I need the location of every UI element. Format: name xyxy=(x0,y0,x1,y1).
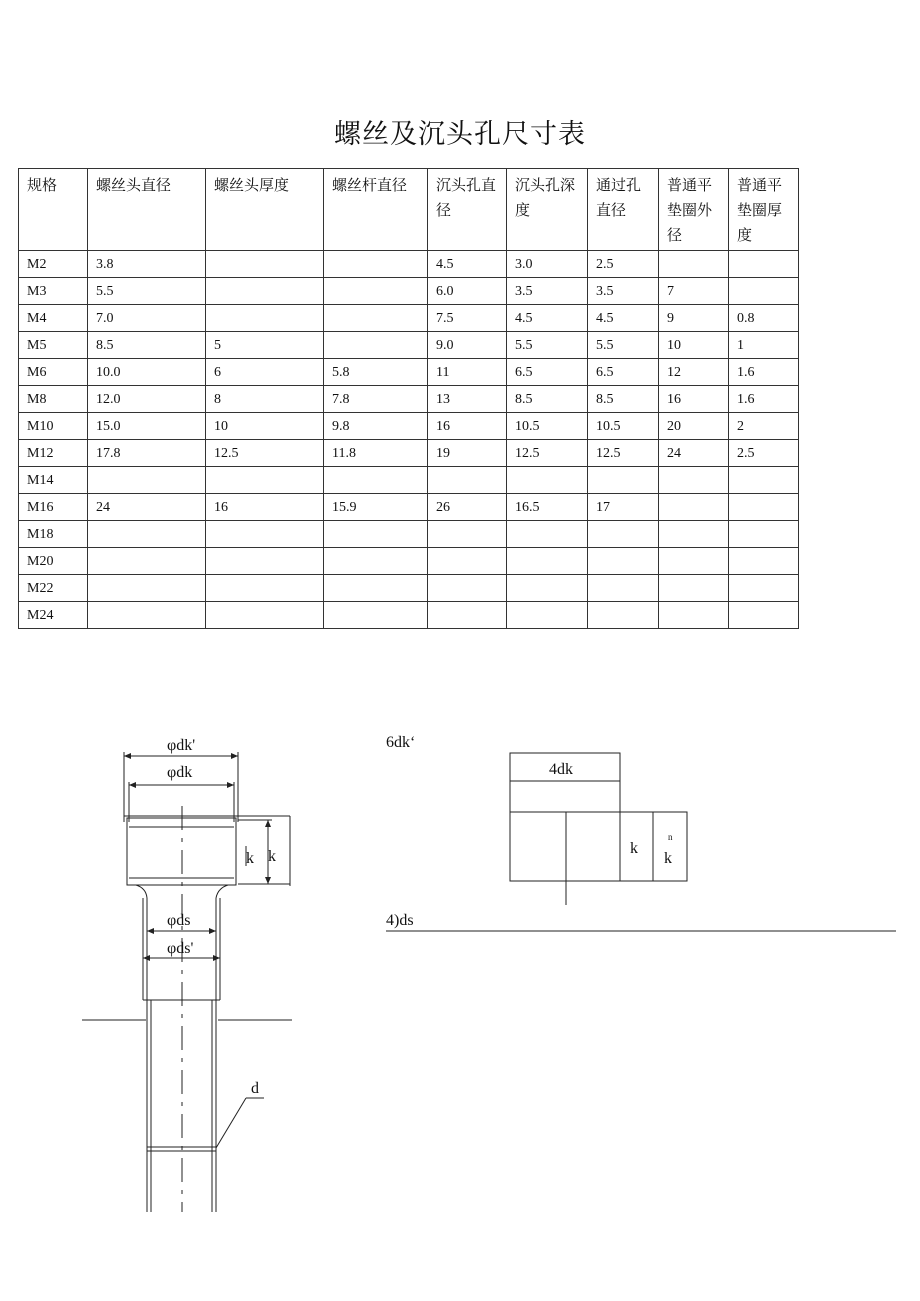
table-cell: 6.5 xyxy=(588,359,659,386)
table-cell: 9 xyxy=(659,305,729,332)
table-cell: 17.8 xyxy=(88,440,206,467)
table-cell: 2.5 xyxy=(729,440,799,467)
table-cell: 8.5 xyxy=(88,332,206,359)
table-cell: 4.5 xyxy=(428,251,507,278)
table-cell: 4.5 xyxy=(588,305,659,332)
table-cell: 4.5 xyxy=(507,305,588,332)
table-cell: 16 xyxy=(659,386,729,413)
header-head-diameter: 螺丝头直径 xyxy=(88,169,206,251)
sketch-k2-label: k xyxy=(664,850,672,867)
table-cell: M10 xyxy=(19,413,88,440)
table-cell: 16 xyxy=(206,494,324,521)
table-cell: 17 xyxy=(588,494,659,521)
table-cell: M3 xyxy=(19,278,88,305)
arrowhead xyxy=(209,928,216,934)
fillet-curve xyxy=(216,885,228,898)
table-cell: 10 xyxy=(206,413,324,440)
sketch-4ds-label: 4)ds xyxy=(386,912,414,929)
sketch-k-label: k xyxy=(630,840,638,857)
arrowhead xyxy=(147,928,154,934)
fillet-curve xyxy=(136,885,147,898)
table-cell: 7.0 xyxy=(88,305,206,332)
sketch-4dk-label: 4dk xyxy=(549,761,573,778)
sketch-n-label: n xyxy=(668,832,673,842)
table-cell: 8.5 xyxy=(507,386,588,413)
header-spec: 规格 xyxy=(19,169,88,251)
table-cell: 12.5 xyxy=(507,440,588,467)
table-cell: M24 xyxy=(19,602,88,629)
table-cell: M8 xyxy=(19,386,88,413)
table-cell: 15.0 xyxy=(88,413,206,440)
table-cell: 1 xyxy=(729,332,799,359)
arrowhead xyxy=(231,753,238,759)
header-counterbore-diameter: 沉头孔直径 xyxy=(428,169,507,251)
table-cell: 7.5 xyxy=(428,305,507,332)
table-cell: 24 xyxy=(88,494,206,521)
sketch-6dk-label: 6dk‘ xyxy=(386,734,416,751)
arrowhead xyxy=(265,877,271,884)
table-cell: 8.5 xyxy=(588,386,659,413)
table-cell: 24 xyxy=(659,440,729,467)
table-cell: 5.5 xyxy=(88,278,206,305)
table-cell: 0.8 xyxy=(729,305,799,332)
table-cell: M18 xyxy=(19,521,88,548)
d-label: d xyxy=(251,1080,259,1097)
table-cell: 16.5 xyxy=(507,494,588,521)
dk-prime-label: φdk' xyxy=(167,737,196,754)
table-cell: 6 xyxy=(206,359,324,386)
header-head-thickness: 螺丝头厚度 xyxy=(206,169,324,251)
table-cell: 5.5 xyxy=(588,332,659,359)
k-inner-label: k xyxy=(246,850,254,867)
table-cell: 7.8 xyxy=(324,386,428,413)
table-cell: 2 xyxy=(729,413,799,440)
table-cell: 8 xyxy=(206,386,324,413)
sketch-body-box xyxy=(510,812,687,881)
table-cell: M6 xyxy=(19,359,88,386)
table-cell: 6.5 xyxy=(507,359,588,386)
arrowhead xyxy=(124,753,131,759)
table-cell: 7 xyxy=(659,278,729,305)
k-outer-label: k xyxy=(268,848,276,865)
table-cell: M14 xyxy=(19,467,88,494)
table-cell: 10 xyxy=(659,332,729,359)
table-cell: 13 xyxy=(428,386,507,413)
table-cell: 12.0 xyxy=(88,386,206,413)
header-washer-thickness: 普通平垫圈厚度 xyxy=(729,169,799,251)
table-cell: 15.9 xyxy=(324,494,428,521)
table-cell: M22 xyxy=(19,575,88,602)
dk-label: φdk xyxy=(167,764,193,781)
ds-prime-label: φds' xyxy=(167,940,194,957)
table-cell: 12.5 xyxy=(588,440,659,467)
table-cell: 20 xyxy=(659,413,729,440)
header-shank-diameter: 螺丝杆直径 xyxy=(324,169,428,251)
table-cell: 16 xyxy=(428,413,507,440)
table-cell: 10.5 xyxy=(507,413,588,440)
d-leader-line xyxy=(216,1098,246,1148)
table-cell: M16 xyxy=(19,494,88,521)
table-cell: 12 xyxy=(659,359,729,386)
arrowhead xyxy=(227,782,234,788)
table-cell: 3.5 xyxy=(507,278,588,305)
header-counterbore-depth: 沉头孔深度 xyxy=(507,169,588,251)
table-cell: 9.8 xyxy=(324,413,428,440)
table-cell: 9.0 xyxy=(428,332,507,359)
table-cell: 19 xyxy=(428,440,507,467)
header-through-hole-diameter: 通过孔直径 xyxy=(588,169,659,251)
table-cell: 1.6 xyxy=(729,386,799,413)
page-title: 螺丝及沉头孔尺寸表 xyxy=(334,119,586,150)
table-cell: 5.5 xyxy=(507,332,588,359)
table-cell: M2 xyxy=(19,251,88,278)
table-cell: M5 xyxy=(19,332,88,359)
table-cell: 3.5 xyxy=(588,278,659,305)
table-cell: 3.0 xyxy=(507,251,588,278)
table-cell: 6.0 xyxy=(428,278,507,305)
table-cell: 12.5 xyxy=(206,440,324,467)
table-cell: 5 xyxy=(206,332,324,359)
table-cell: 2.5 xyxy=(588,251,659,278)
header-washer-od: 普通平垫圈外径 xyxy=(659,169,729,251)
table-cell: 3.8 xyxy=(88,251,206,278)
table-cell: 11 xyxy=(428,359,507,386)
table-cell: M20 xyxy=(19,548,88,575)
table-cell: 5.8 xyxy=(324,359,428,386)
table-cell: 10.5 xyxy=(588,413,659,440)
table-cell: 26 xyxy=(428,494,507,521)
arrowhead xyxy=(265,820,271,827)
ds-label: φds xyxy=(167,912,191,929)
table-cell: M12 xyxy=(19,440,88,467)
table-cell: 10.0 xyxy=(88,359,206,386)
table-cell: M4 xyxy=(19,305,88,332)
arrowhead xyxy=(129,782,136,788)
table-cell: 1.6 xyxy=(729,359,799,386)
table-cell: 11.8 xyxy=(324,440,428,467)
